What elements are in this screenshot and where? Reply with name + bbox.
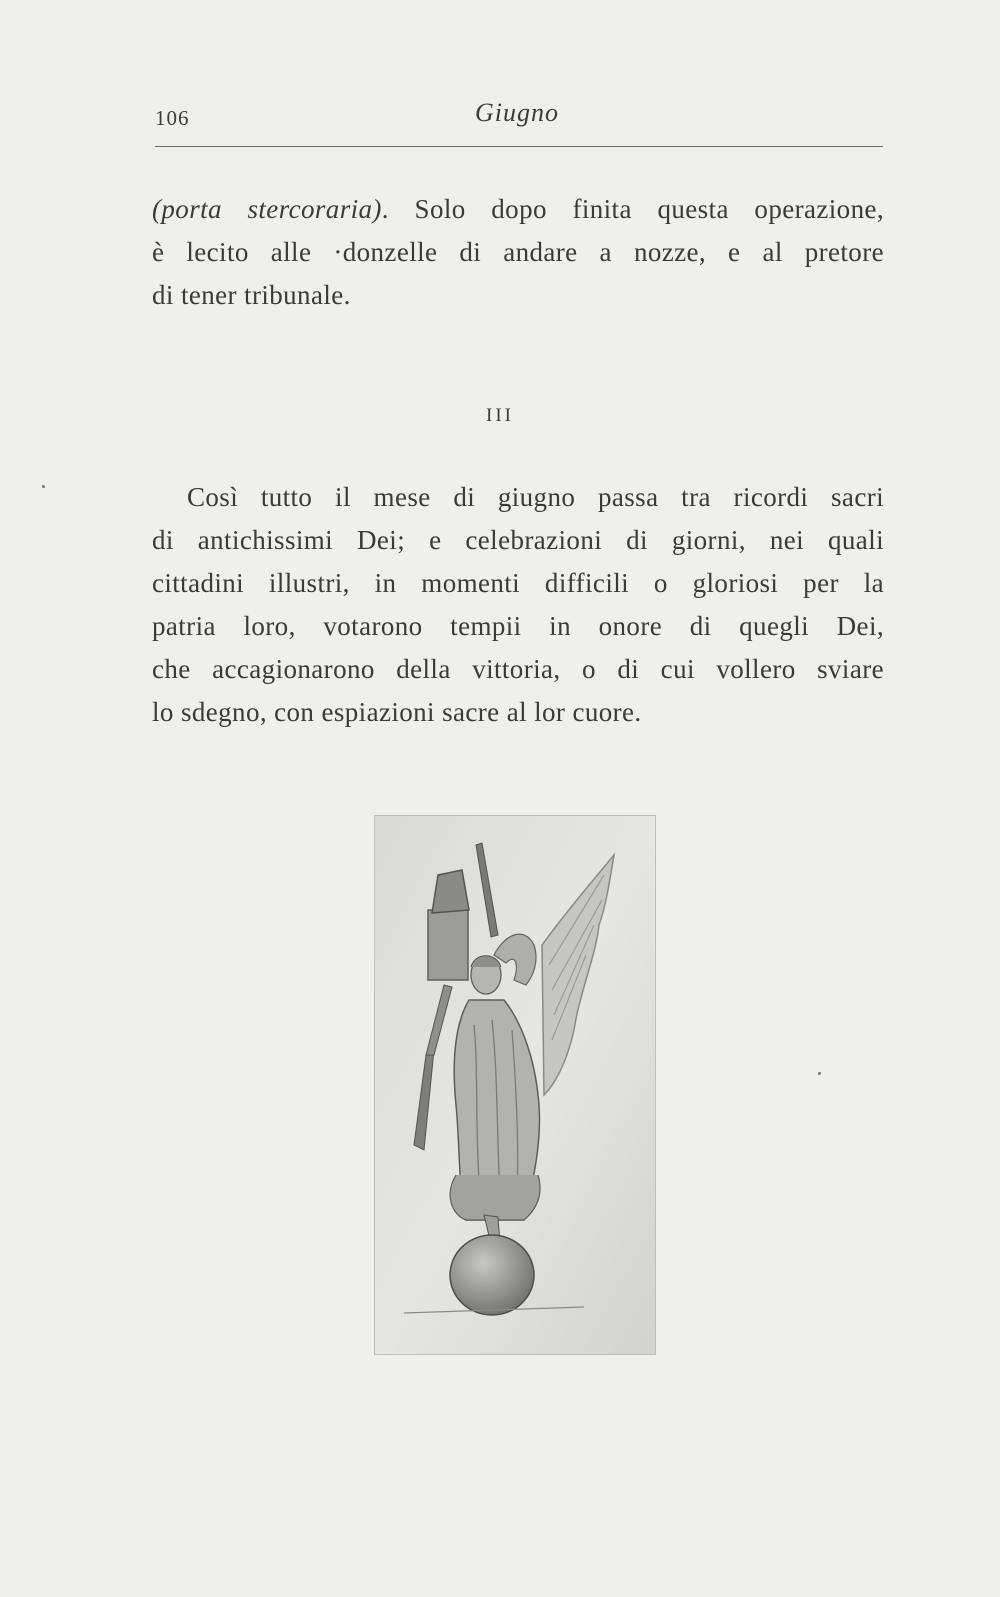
- paragraph-line: di antichissimi Dei; e celebrazioni di giorni, nei quali: [152, 525, 884, 555]
- paragraph-line: lo sdegno, con espiazioni sacre al lor cuore.: [152, 697, 642, 727]
- paragraph-line: cittadini illustri, in momenti difficili o gloriosi per la: [152, 568, 884, 598]
- running-title: Giugno: [475, 98, 559, 127]
- page-number: 106: [155, 106, 190, 130]
- paragraph-1: [152, 188, 884, 317]
- italic-phrase: (porta stercoraria): [152, 194, 382, 224]
- paper-speck: [42, 485, 45, 488]
- line-text: . Solo dopo finita questa operazione,: [381, 194, 885, 224]
- section-numeral: III: [486, 405, 514, 426]
- paragraph-2: [152, 476, 884, 734]
- paragraph-line: è lecito alle ·donzelle di andare a nozze, e al pretore: [152, 237, 884, 267]
- paragraph-line: che accagionarono della vittoria, o di cui vollero sviare: [152, 654, 884, 684]
- paragraph-line: di tener tribunale.: [152, 280, 351, 310]
- running-head: [155, 98, 883, 138]
- header-rule: [155, 146, 883, 147]
- paper-speck: [818, 1072, 821, 1075]
- winged-victory-statue-illustration: [374, 815, 656, 1355]
- paragraph-line: Così tutto il mese di giugno passa tra ricordi sacri: [187, 482, 884, 512]
- paragraph-line: patria loro, votarono tempii in onore di quegli Dei,: [152, 611, 884, 641]
- paragraph-line: [152, 188, 884, 231]
